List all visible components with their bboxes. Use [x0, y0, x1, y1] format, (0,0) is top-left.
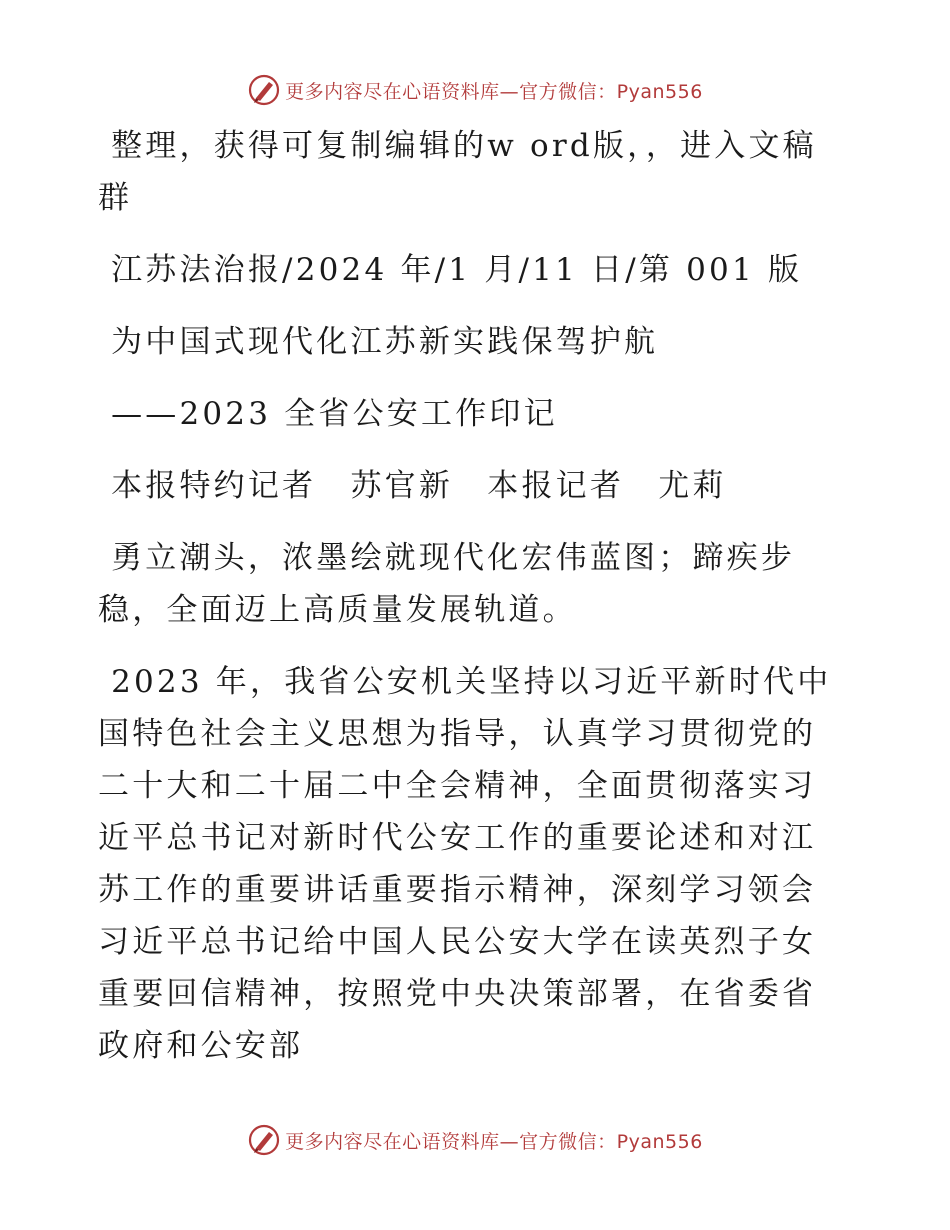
document-body [98, 120, 850, 1080]
footer-slogan: 更多内容尽在心语资料库—官方微信：Pyan556 [285, 1130, 703, 1153]
article-title: 为中国式现代化江苏新实践保驾护航 [98, 324, 659, 360]
article-subtitle: ——2023 全省公安工作印记 [98, 396, 558, 432]
intro-line: 整理，获得可复制编辑的w ord版，，进入文稿群 [98, 128, 817, 216]
pen-logo-icon [247, 1123, 281, 1157]
header-banner [0, 70, 950, 110]
source-line: 江苏法治报/2024 年/1 月/11 日/第 001 版 [98, 252, 803, 288]
footer-banner [0, 1120, 950, 1160]
body-paragraph: 2023 年，我省公安机关坚持以习近平新时代中国特色社会主义思想为指导，认真学习贯彻党的二十大和二十届二中全会精神，全面贯彻落实习近平总书记对新时代公安工作的重要论述和对江苏工作的重要讲话重要指示精神，深刻学习领会习近平总书记给中国人民公安大学在读英烈子女重要回信精神，按照党中央决策部署，在省委省政府和公安部 [98, 664, 832, 1064]
byline: 本报特约记者 苏官新 本报记者 尤莉 [98, 468, 727, 504]
header-slogan: 更多内容尽在心语资料库—官方微信：Pyan556 [285, 80, 703, 103]
lead-paragraph: 勇立潮头，浓墨绘就现代化宏伟蓝图；蹄疾步稳，全面迈上高质量发展轨道。 [98, 540, 796, 628]
pen-logo-icon [247, 73, 281, 107]
